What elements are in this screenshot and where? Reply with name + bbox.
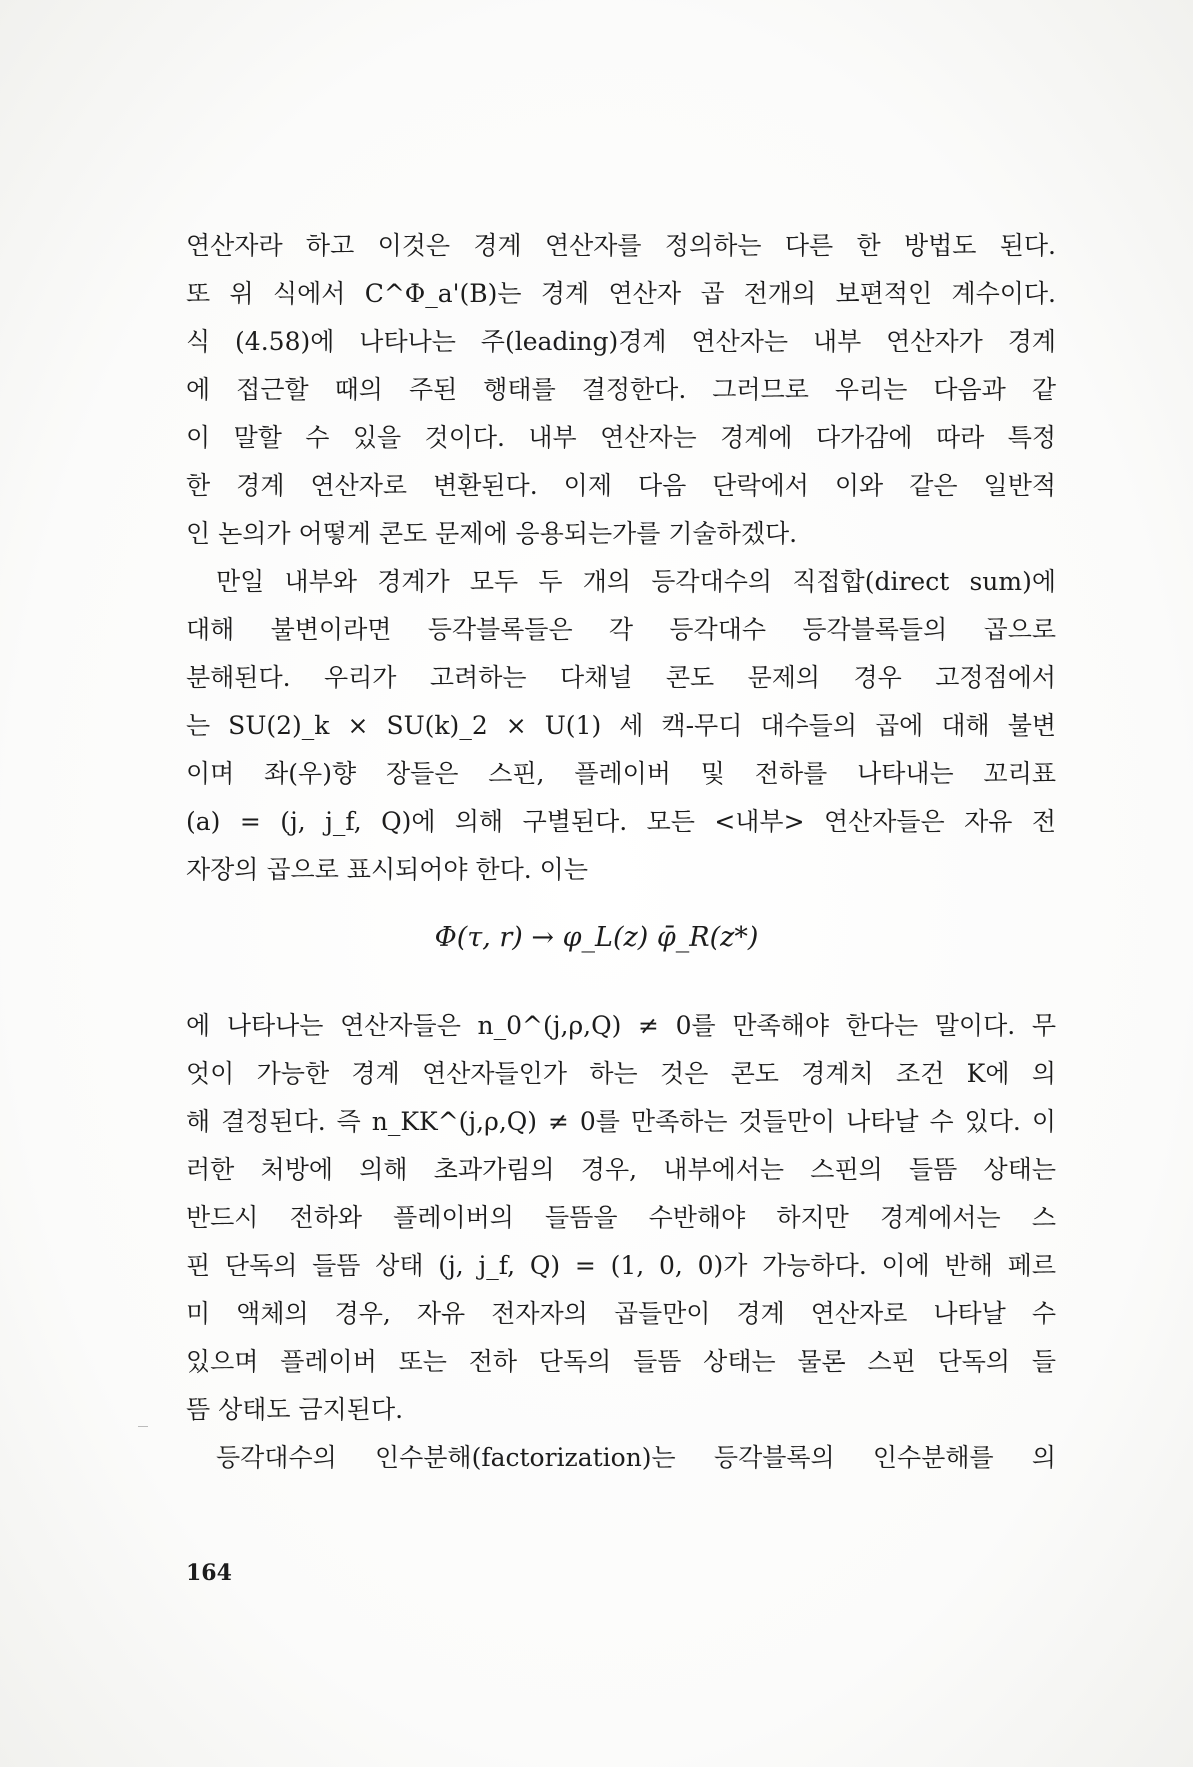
paragraph1-line: 한 경계 연산자로 변환된다. 이제 다음 단락에서 이와 같은 일반적	[186, 471, 1056, 500]
paragraph2-line: 분해된다. 우리가 고려하는 다채널 콘도 문제의 경우 고정점에서	[186, 663, 1056, 692]
paragraph3-line: 해 결정된다. 즉 n_KK^(j,ρ,Q) ≠ 0를 만족하는 것들만이 나타날 수 있다. 이	[186, 1107, 1056, 1136]
paragraph2-line: 자장의 곱으로 표시되어야 한다. 이는	[186, 855, 588, 884]
paragraph1-line: 식 (4.58)에 나타나는 주(leading)경계 연산자는 내부 연산자가 경계	[186, 327, 1056, 356]
text-block-lower	[186, 1002, 1056, 1482]
paragraph2-line: 대해 불변이라면 등각블록들은 각 등각대수 등각블록들의 곱으로	[186, 615, 1056, 644]
page-number: 164	[186, 1560, 232, 1586]
paragraph2-line: 이며 좌(우)향 장들은 스핀, 플레이버 및 전하를 나타내는 꼬리표	[186, 759, 1056, 788]
paragraph3-line: 핀 단독의 들뜸 상태 (j, j_f, Q) = (1, 0, 0)가 가능하다. 이에 반해 페르	[186, 1251, 1056, 1280]
paragraph4-line: 등각대수의 인수분해(factorization)는 등각블록의 인수분해를 의	[216, 1443, 1056, 1472]
paragraph3-line: 에 나타나는 연산자들은 n_0^(j,ρ,Q) ≠ 0를 만족해야 한다는 말이다. 무	[186, 1011, 1056, 1040]
paragraph2-line: (a) = (j, j_f, Q)에 의해 구별된다. 모든 <내부> 연산자들은 자유 전	[186, 807, 1056, 836]
paragraph1-line: 에 접근할 때의 주된 행태를 결정한다. 그러므로 우리는 다음과 같	[186, 375, 1056, 404]
paragraph1-line: 이 말할 수 있을 것이다. 내부 연산자는 경계에 다가감에 따라 특정	[186, 423, 1056, 452]
paragraph3-line: 뜸 상태도 금지된다.	[186, 1395, 404, 1424]
paragraph3-line: 러한 처방에 의해 초과가림의 경우, 내부에서는 스핀의 들뜸 상태는	[186, 1155, 1056, 1184]
paragraph2-line: 는 SU(2)_k × SU(k)_2 × U(1) 세 캑-무디 대수들의 곱에 대해 불변	[186, 711, 1056, 740]
display-equation: Φ(τ, r) → φ_L(z) φ̄_R(z*)	[434, 922, 759, 953]
paragraph3-line: 반드시 전하와 플레이버의 들뜸을 수반해야 하지만 경계에서는 스	[186, 1203, 1056, 1232]
paragraph3-line: 있으며 플레이버 또는 전하 단독의 들뜸 상태는 물론 스핀 단독의 들	[186, 1347, 1056, 1376]
paragraph3-line: 엇이 가능한 경계 연산자들인가 하는 것은 콘도 경계치 조건 K에 의	[186, 1059, 1056, 1088]
margin-mark	[138, 1426, 148, 1427]
paragraph2-line: 만일 내부와 경계가 모두 두 개의 등각대수의 직접합(direct sum)에	[216, 567, 1056, 596]
paragraph1-line: 또 위 식에서 C^Φ_a'(B)는 경계 연산자 곱 전개의 보편적인 계수이다.	[186, 279, 1056, 308]
text-block-upper	[186, 222, 1056, 894]
paragraph3-line: 미 액체의 경우, 자유 전자자의 곱들만이 경계 연산자로 나타날 수	[186, 1299, 1056, 1328]
paragraph1-line: 인 논의가 어떻게 콘도 문제에 응용되는가를 기술하겠다.	[186, 519, 798, 548]
paragraph1-line: 연산자라 하고 이것은 경계 연산자를 정의하는 다른 한 방법도 된다.	[186, 231, 1056, 260]
